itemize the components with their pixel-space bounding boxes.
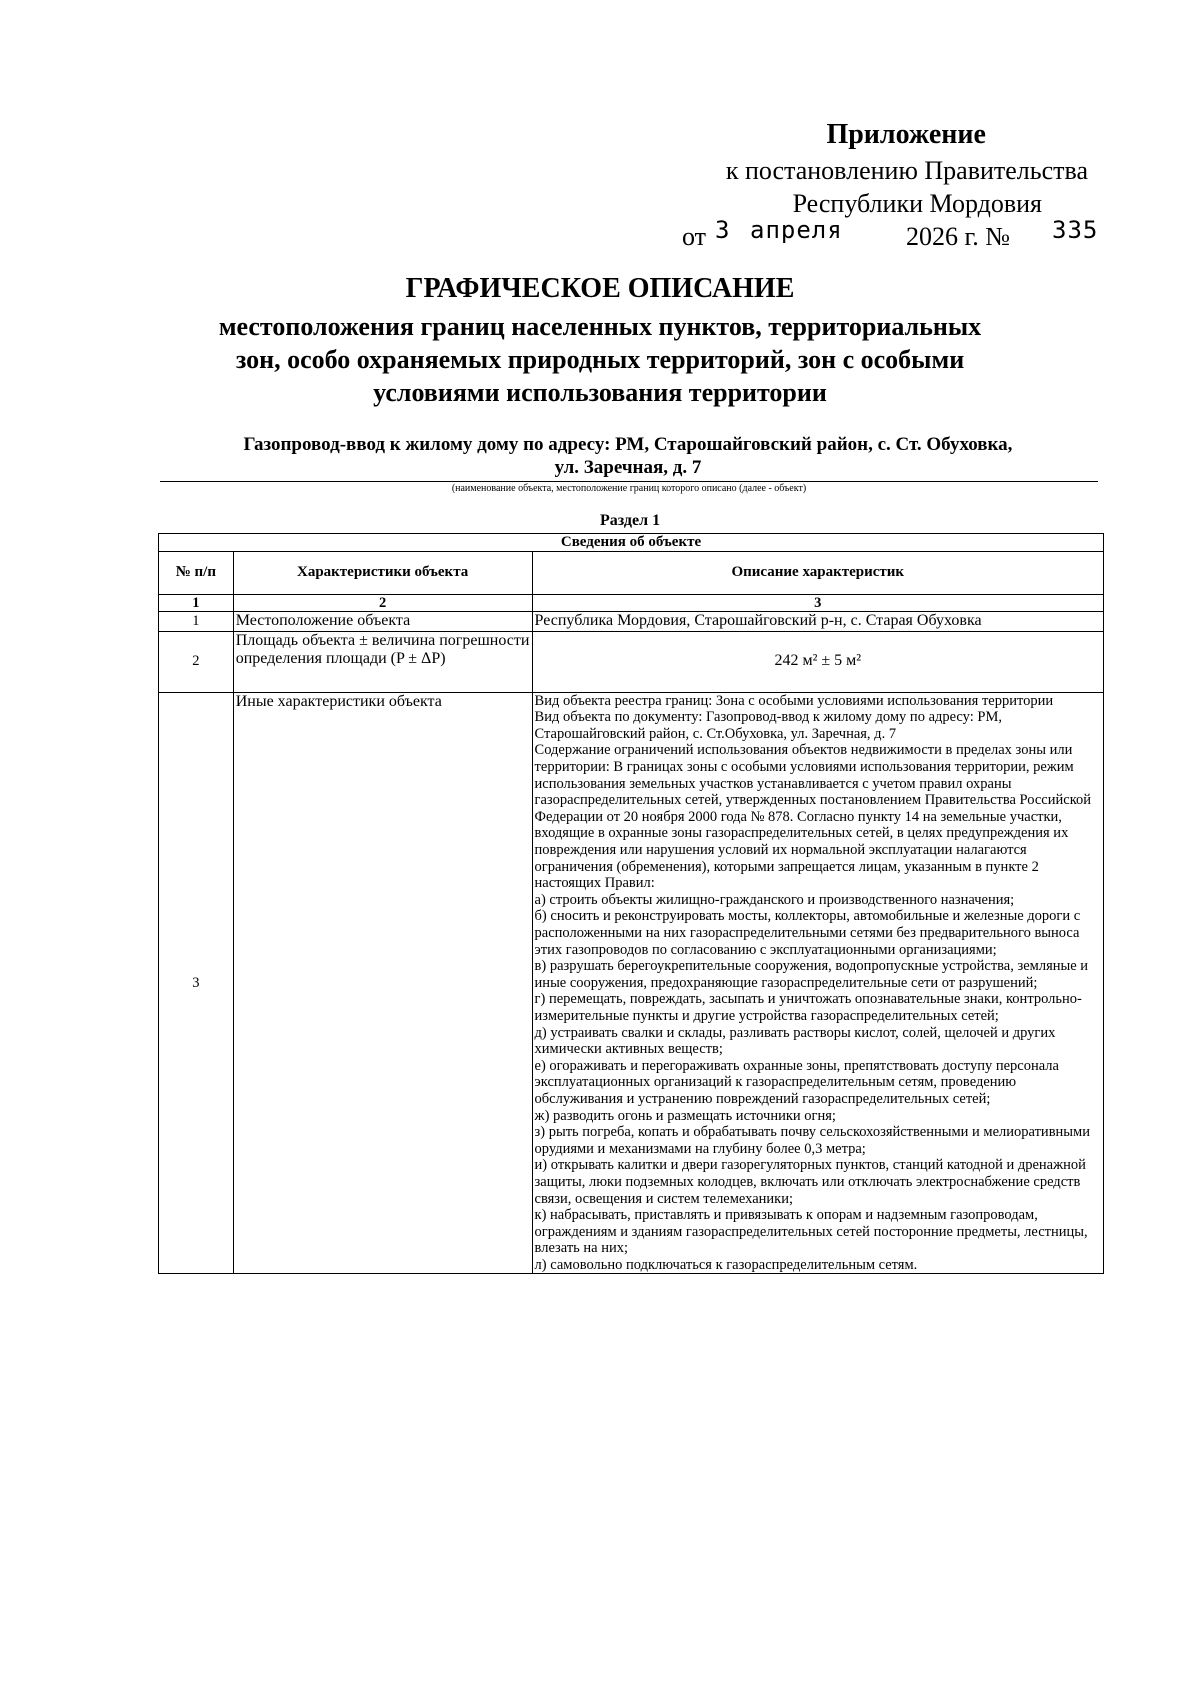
row-description: 242 м² ± 5 м²: [532, 631, 1103, 692]
description-paragraph: в) разрушать берегоукрепительные сооружения, водопропускные устройства, земляные и иные сооружения, предохраняющие газораспределительные сети от разрушений;: [534, 958, 1089, 991]
row-description: [532, 692, 1103, 1274]
appendix-line-2: Республики Мордовия: [792, 189, 1042, 218]
description-paragraph: а) строить объекты жилищно-гражданского и производственного назначения;: [534, 891, 1015, 908]
subtitle-line: зон, особо охраняемых природных территорий, зон с особыми: [235, 345, 965, 374]
description-paragraph: ж) разводить огонь и размещать источники огня;: [534, 1107, 836, 1124]
description-paragraph: Содержание ограничений использования объектов недвижимости в пределах зоны или территории: В границах зоны с особыми условиями использования территории, режим использования земельных участков устанавливается с учетом правил охраны газораспределительных сетей, утвержденных постановлением Правительства Российской Федерации от 20 ноября 2000 года № 878. Согласно пункту 14 на земельные участки, входящие в охранные зоны газораспределительных сетей, в целях предупреждения их повреждения или нарушения условий их нормальной эксплуатации налагаются ограничения (обременения), которыми запрещается лицам, указанным в пункте 2 настоящих Правил:: [534, 742, 1092, 892]
object-underline: [160, 481, 1098, 482]
object-info-table: [158, 533, 1104, 1274]
table-header-row: [159, 551, 1104, 594]
appendix-date-line: [660, 216, 1120, 254]
table-row: [159, 692, 1104, 1274]
date-year: 2026 г. №: [906, 222, 1011, 251]
table-title: Сведения об объекте: [159, 534, 1104, 552]
row-number: 1: [159, 612, 234, 632]
description-paragraph: г) перемещать, повреждать, засыпать и уничтожать опознавательные знаки, контрольно-измерительные пункты и другие устройства газораспределительных сетей;: [534, 991, 1082, 1024]
subtitle-line: местоположения границ населенных пунктов, территориальных: [218, 312, 982, 341]
document-number: 335: [1052, 216, 1099, 244]
header-description: Описание характеристик: [532, 551, 1103, 594]
object-name-line-2: ул. Заречная, д. 7: [554, 457, 702, 478]
description-paragraph: д) устраивать свалки и склады, разливать растворы кислот, солей, щелочей и других химически активных веществ;: [534, 1024, 1056, 1058]
date-day: 3: [715, 216, 731, 244]
column-number: 2: [233, 594, 532, 612]
description-paragraph: к) набрасывать, приставлять и привязывать к опорам и надземным газопроводам, ограждениям и зданиям газораспределительных сетей посторонние предметы, лестницы, влезать на них;: [534, 1207, 1088, 1257]
row-characteristic: Иные характеристики объекта: [233, 692, 532, 1274]
object-caption: (наименование объекта, местоположение границ которого описано (далее - объект): [451, 483, 807, 494]
subtitle-line: условиями использования территории: [373, 378, 827, 407]
description-paragraph: и) открывать калитки и двери газорегуляторных пунктов, станций катодной и дренажной защиты, люки подземных колодцев, включать или отключать электроснабжение средств связи, освещения и систем телемеханики;: [534, 1157, 1086, 1207]
table-row: [159, 612, 1104, 632]
object-name-line-1: Газопровод-ввод к жилому дому по адресу: РМ, Старошайговский район, с. Ст. Обуховка,: [243, 434, 1013, 455]
column-number: 1: [159, 594, 234, 612]
description-paragraph: е) огораживать и перегораживать охранные зоны, препятствовать доступу персонала эксплуатационных организаций к газораспределительным сетям, проведению обслуживания и устранению повреждений газораспределительных сетей;: [534, 1057, 1059, 1107]
object-name: [160, 433, 1096, 479]
description-paragraph: л) самовольно подключаться к газораспределительным сетям.: [534, 1256, 918, 1273]
row-characteristic: Местоположение объекта: [233, 612, 532, 632]
header-characteristics: Характеристики объекта: [233, 551, 532, 594]
table-row: [159, 631, 1104, 692]
row-description: Республика Мордовия, Старошайговский р-н, с. Старая Обуховка: [532, 612, 1103, 632]
appendix-line-1: к постановлению Правительства: [725, 156, 1088, 185]
column-number-row: [159, 594, 1104, 612]
description-paragraph: з) рыть погреба, копать и обрабатывать почву сельскохозяйственными и мелиоративными орудиями и механизмами на глубину более 0,3 метра;: [534, 1124, 1090, 1157]
row-number: 2: [159, 631, 234, 692]
document-title: ГРАФИЧЕСКОЕ ОПИСАНИЕ: [405, 273, 795, 304]
column-number: 3: [532, 594, 1103, 612]
date-prefix: от: [682, 222, 707, 251]
document-subtitle: [150, 310, 1050, 409]
header-number: № п/п: [159, 551, 234, 594]
appendix-header: [660, 116, 1120, 254]
row-characteristic: Площадь объекта ± величина погрешности определения площади (P ± ΔP): [233, 631, 532, 692]
description-paragraph: Вид объекта по документу: Газопровод-ввод к жилому дому по адресу: РМ, Старошайговский район, с. Ст.Обуховка, ул. Заречная, д. 7: [534, 709, 1002, 742]
appendix-title: Приложение: [826, 119, 986, 150]
description-paragraph: б) сносить и реконструировать мосты, коллекторы, автомобильные и железные дороги с расположенными на них газораспределительными сетями без предварительного выноса этих газопроводов по согласованию с эксплуатационными организациями;: [534, 908, 1081, 958]
section-label: Раздел 1: [600, 512, 661, 529]
row-number: 3: [159, 692, 234, 1274]
description-paragraph: Вид объекта реестра границ: Зона с особыми условиями использования территории: [534, 692, 1054, 709]
date-month: апреля: [750, 216, 843, 244]
table-title-row: [159, 534, 1104, 552]
